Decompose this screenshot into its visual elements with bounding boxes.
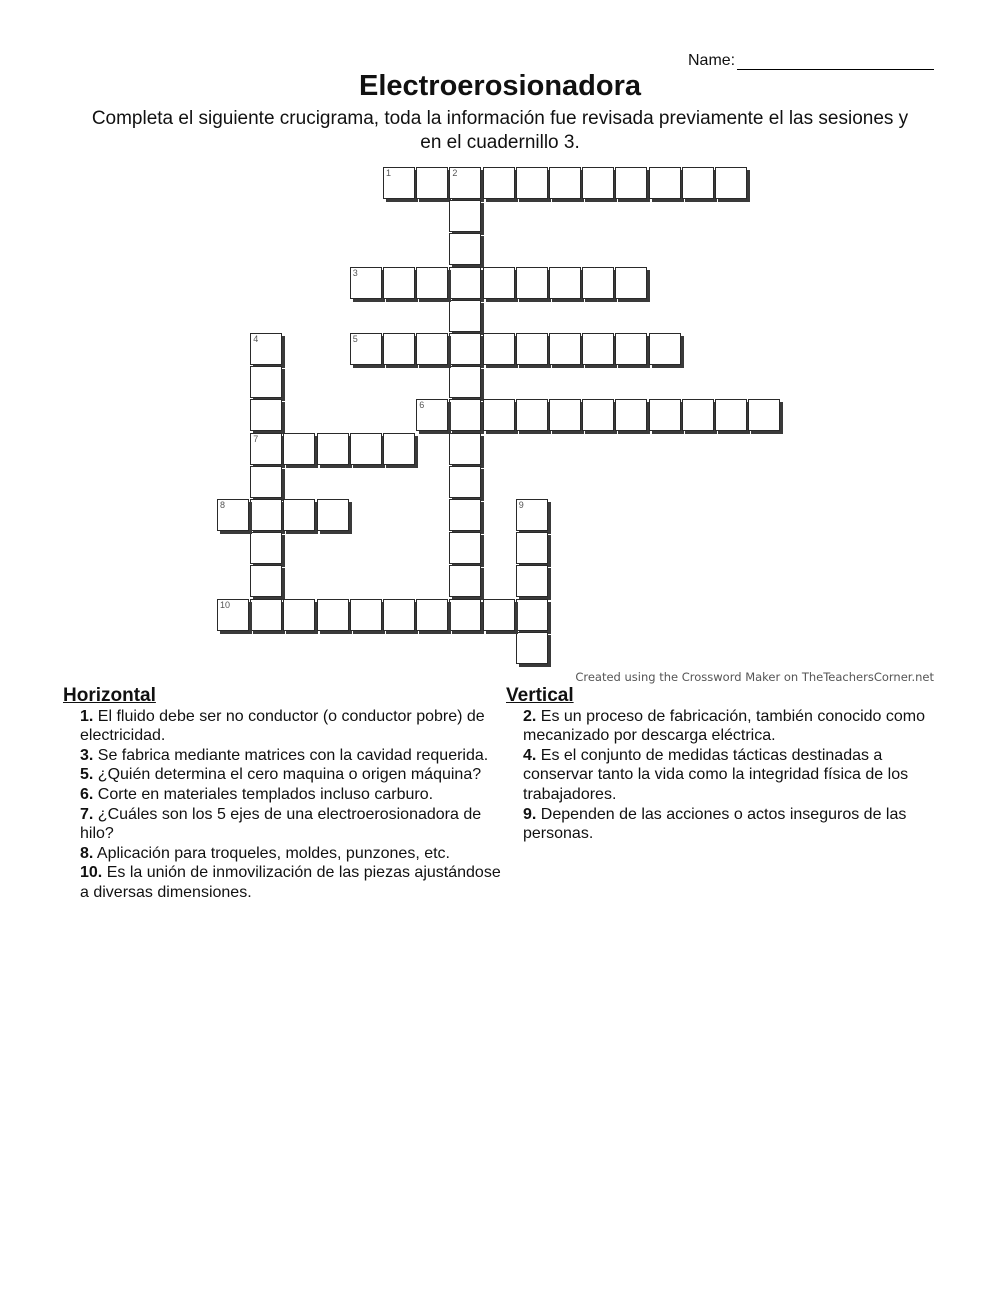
crossword-cell[interactable] xyxy=(483,399,515,431)
clue-number: 5 xyxy=(352,334,358,344)
clue-item-text: Se fabrica mediante matrices con la cavidad requerida. xyxy=(93,746,489,764)
clue-item-number: 1. xyxy=(80,707,94,725)
crossword-cell[interactable] xyxy=(383,433,415,465)
crossword-cell[interactable] xyxy=(682,399,714,431)
crossword-cell[interactable] xyxy=(416,333,448,365)
clue-number: 7 xyxy=(253,433,259,444)
crossword-cell[interactable] xyxy=(217,499,249,531)
crossword-cell[interactable] xyxy=(549,333,581,365)
crossword-cell[interactable] xyxy=(582,333,614,365)
clue-item xyxy=(63,746,503,766)
crossword-cell[interactable] xyxy=(383,599,415,631)
clue-item xyxy=(63,805,503,844)
clue-number: 4 xyxy=(253,334,259,344)
clue-number: 3 xyxy=(352,267,358,278)
crossword-cell[interactable] xyxy=(383,333,415,365)
crossword-cell[interactable] xyxy=(449,333,481,365)
crossword-cell[interactable] xyxy=(483,267,515,299)
crossword-cell[interactable] xyxy=(449,366,481,398)
crossword-cell[interactable] xyxy=(549,267,581,299)
crossword-cell[interactable] xyxy=(516,565,548,597)
crossword-cell[interactable] xyxy=(516,333,548,365)
crossword-cell[interactable] xyxy=(283,433,315,465)
clue-item-number: 5. xyxy=(80,766,94,784)
clue-number: 1 xyxy=(386,168,392,178)
crossword-cell[interactable] xyxy=(250,333,282,365)
clue-number: 2 xyxy=(452,168,458,178)
clue-number: 9 xyxy=(518,500,524,510)
clue-item xyxy=(506,805,926,844)
clue-item xyxy=(63,765,503,785)
clue-item xyxy=(63,844,503,864)
clue-item-text: Dependen de las acciones o actos inseguros de las personas. xyxy=(523,805,907,843)
clue-item xyxy=(63,707,503,746)
clue-item-text: Es un proceso de fabricación, también conocido como mecanizado por descarga eléctrica. xyxy=(523,707,926,745)
clue-item-number: 4. xyxy=(523,746,537,764)
clue-item-number: 10. xyxy=(80,864,103,882)
crossword-cell[interactable] xyxy=(649,167,681,199)
clue-item xyxy=(506,707,926,746)
crossword-cell[interactable] xyxy=(582,399,614,431)
crossword-cell[interactable] xyxy=(449,267,481,299)
crossword-cell[interactable] xyxy=(449,233,481,265)
crossword-cell[interactable] xyxy=(449,565,481,597)
clue-number: 8 xyxy=(220,500,226,510)
instructions: Completa el siguiente crucigrama, toda la información fue revisada previamente el las sesiones y en el cuadernillo 3. xyxy=(91,108,909,153)
crossword-cell[interactable] xyxy=(350,333,382,365)
crossword-cell[interactable] xyxy=(715,167,747,199)
crossword-cell[interactable] xyxy=(615,333,647,365)
crossword-cell[interactable] xyxy=(516,399,548,431)
crossword-cell[interactable] xyxy=(283,599,315,631)
crossword-cell[interactable] xyxy=(582,267,614,299)
crossword-cell[interactable] xyxy=(549,167,581,199)
crossword-cell[interactable] xyxy=(615,167,647,199)
clue-item-text: Es la unión de inmovilización de las piezas ajustándose a diversas dimensiones. xyxy=(80,864,501,901)
clue-number: 6 xyxy=(419,400,425,411)
crossword-cell[interactable] xyxy=(615,399,647,431)
clue-item-number: 6. xyxy=(80,785,94,803)
crossword-cell[interactable] xyxy=(516,499,548,531)
page-title: Electroerosionadora xyxy=(358,70,642,102)
clue-item-text: ¿Quién determina el cero maquina o origen máquina? xyxy=(93,766,482,784)
crossword-cell[interactable] xyxy=(516,632,548,664)
clue-item-number: 2. xyxy=(523,707,537,725)
crossword-cell[interactable] xyxy=(516,532,548,564)
crossword-cell[interactable] xyxy=(317,599,349,631)
crossword-cell[interactable] xyxy=(649,399,681,431)
crossword-cell[interactable] xyxy=(748,399,780,431)
crossword-cell[interactable] xyxy=(516,167,548,199)
clue-item xyxy=(506,746,926,805)
clue-item xyxy=(63,863,503,902)
clue-item-text: El fluido debe ser no conductor (o conductor pobre) de electricidad. xyxy=(80,707,485,745)
crossword-cell[interactable] xyxy=(449,399,481,431)
crossword-cell[interactable] xyxy=(483,333,515,365)
crossword-cell[interactable] xyxy=(350,433,382,465)
horizontal-clue-list xyxy=(63,707,503,903)
crossword-cell[interactable] xyxy=(250,599,282,631)
crossword-cell[interactable] xyxy=(483,599,515,631)
clue-item-text: Es el conjunto de medidas tácticas destinadas a conservar tanto la vida como la integridad física de los trabajadores. xyxy=(523,746,909,803)
crossword-cell[interactable] xyxy=(715,399,747,431)
crossword-cell[interactable] xyxy=(449,499,481,531)
clue-item-number: 8. xyxy=(80,844,94,862)
clue-item xyxy=(63,785,503,805)
crossword-cell[interactable] xyxy=(383,267,415,299)
crossword-cell[interactable] xyxy=(416,399,448,431)
crossword-cell[interactable] xyxy=(250,466,282,498)
crossword-cell[interactable] xyxy=(317,433,349,465)
crossword-cell[interactable] xyxy=(250,499,282,531)
clue-item-number: 7. xyxy=(80,805,94,823)
vertical-heading: Vertical xyxy=(506,685,574,706)
crossword-cell[interactable] xyxy=(250,565,282,597)
credit-text: Created using the Crossword Maker on TheTeachersCorner.net xyxy=(575,670,934,684)
crossword-cell[interactable] xyxy=(649,333,681,365)
crossword-cell[interactable] xyxy=(449,532,481,564)
crossword-cell[interactable] xyxy=(317,499,349,531)
crossword-cell[interactable] xyxy=(383,167,415,199)
crossword-cell[interactable] xyxy=(516,267,548,299)
crossword-cell[interactable] xyxy=(449,599,481,631)
crossword-cell[interactable] xyxy=(483,167,515,199)
horizontal-clues xyxy=(63,686,503,903)
crossword-cell[interactable] xyxy=(549,399,581,431)
crossword-cell[interactable] xyxy=(250,399,282,431)
crossword-cell[interactable] xyxy=(682,167,714,199)
crossword-cell[interactable] xyxy=(449,433,481,465)
crossword-cell[interactable] xyxy=(582,167,614,199)
vertical-clue-list xyxy=(506,707,926,844)
horizontal-heading: Horizontal xyxy=(63,685,156,706)
name-label: Name: xyxy=(688,52,736,69)
crossword-cell[interactable] xyxy=(416,167,448,199)
crossword-cell[interactable] xyxy=(449,466,481,498)
clue-number: 10 xyxy=(220,599,231,610)
crossword-cell[interactable] xyxy=(250,433,282,465)
crossword-cell[interactable] xyxy=(350,599,382,631)
crossword-cell[interactable] xyxy=(449,300,481,332)
clue-item-text: Corte en materiales templados incluso carburo. xyxy=(93,785,434,803)
crossword-cell[interactable] xyxy=(350,267,382,299)
crossword-cell[interactable] xyxy=(217,599,249,631)
crossword-cell[interactable] xyxy=(250,532,282,564)
crossword-cell[interactable] xyxy=(449,167,481,199)
clue-item-text: Aplicación para troqueles, moldes, punzones, etc. xyxy=(93,844,450,862)
crossword-cell[interactable] xyxy=(416,267,448,299)
crossword-cell[interactable] xyxy=(516,599,548,631)
clue-item-text: ¿Cuáles son los 5 ejes de una electroerosionadora de hilo? xyxy=(80,805,482,843)
crossword-cell[interactable] xyxy=(416,599,448,631)
vertical-clues xyxy=(506,686,926,844)
crossword-cell[interactable] xyxy=(615,267,647,299)
crossword-cell[interactable] xyxy=(250,366,282,398)
clue-item-number: 3. xyxy=(80,746,94,764)
crossword-cell[interactable] xyxy=(449,200,481,232)
crossword-cell[interactable] xyxy=(283,499,315,531)
clue-item-number: 9. xyxy=(523,805,537,823)
